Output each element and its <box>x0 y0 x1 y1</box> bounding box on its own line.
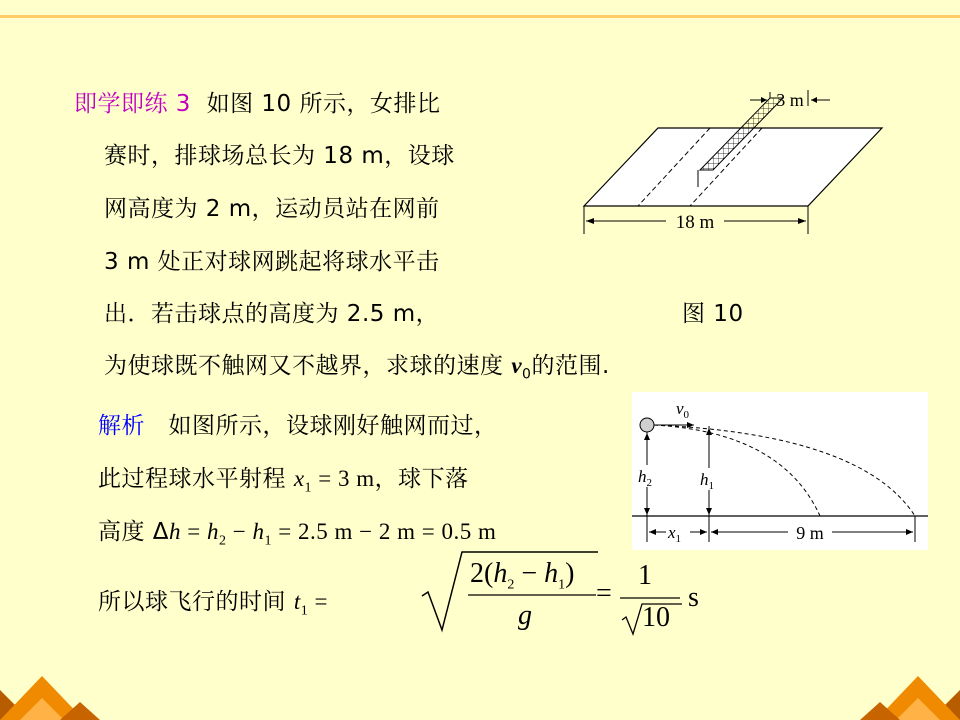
formula-equals: = <box>596 578 612 609</box>
problem-line-3: 网高度为 2 m，运动员站在网前 <box>104 196 440 222</box>
figure-caption: 图 10 <box>682 301 744 327</box>
solution-line-1: 解析 如图所示，设球刚好触网而过， <box>98 413 498 439</box>
problem-tag: 即学即练 3 <box>74 91 191 117</box>
v0-var: v <box>511 353 523 378</box>
v0-label: $v_0$ <box>676 399 690 421</box>
top-divider <box>0 15 960 18</box>
problem-line-2: 赛时，排球场总长为 18 m，设球 <box>104 143 455 169</box>
solution-tag: 解析 <box>98 413 145 439</box>
h1-label: $h_1$ <box>700 470 714 492</box>
problem-line-1 <box>74 90 440 118</box>
fraction-numerator: 1 <box>638 560 652 591</box>
formula-numerator: $2(h_2 - h_1)$ <box>470 558 575 593</box>
corner-decoration-left <box>0 670 110 720</box>
h2-label: $h_2$ <box>638 467 652 489</box>
width-label: 3 m <box>776 90 804 110</box>
solution-line-4: 所以球飞行的时间 $t_1$ = <box>98 589 328 619</box>
court-figure <box>578 88 888 238</box>
corner-decoration-right <box>850 670 960 720</box>
solution-line-2: 此过程球水平射程 $x_1 = 3$ m，球下落 <box>98 466 469 496</box>
solution-line-3: 高度 $\Delta h = h_2 - h_1 = 2.5$ m − 2 m = 0.5 m <box>98 519 497 549</box>
length-label: 18 m <box>675 212 715 233</box>
ball <box>640 418 654 432</box>
problem-line-4: 3 m 处正对球网跳起将球水平击 <box>104 249 440 275</box>
trajectory-figure <box>632 392 928 550</box>
problem-line-6: 为使球既不触网又不越界，求球的速度 $v_0$的范围. <box>104 353 610 383</box>
x1-label: $x_1$ <box>668 523 682 545</box>
distance-label: 9 m <box>796 523 824 543</box>
problem-text-1: 如图 10 所示，女排比 <box>206 91 441 117</box>
problem-line-5: 出．若击球点的高度为 2.5 m， <box>104 301 440 327</box>
formula-denominator: g <box>518 600 532 631</box>
formula-unit: s <box>688 582 699 613</box>
fraction-denominator: 10 <box>642 602 670 633</box>
